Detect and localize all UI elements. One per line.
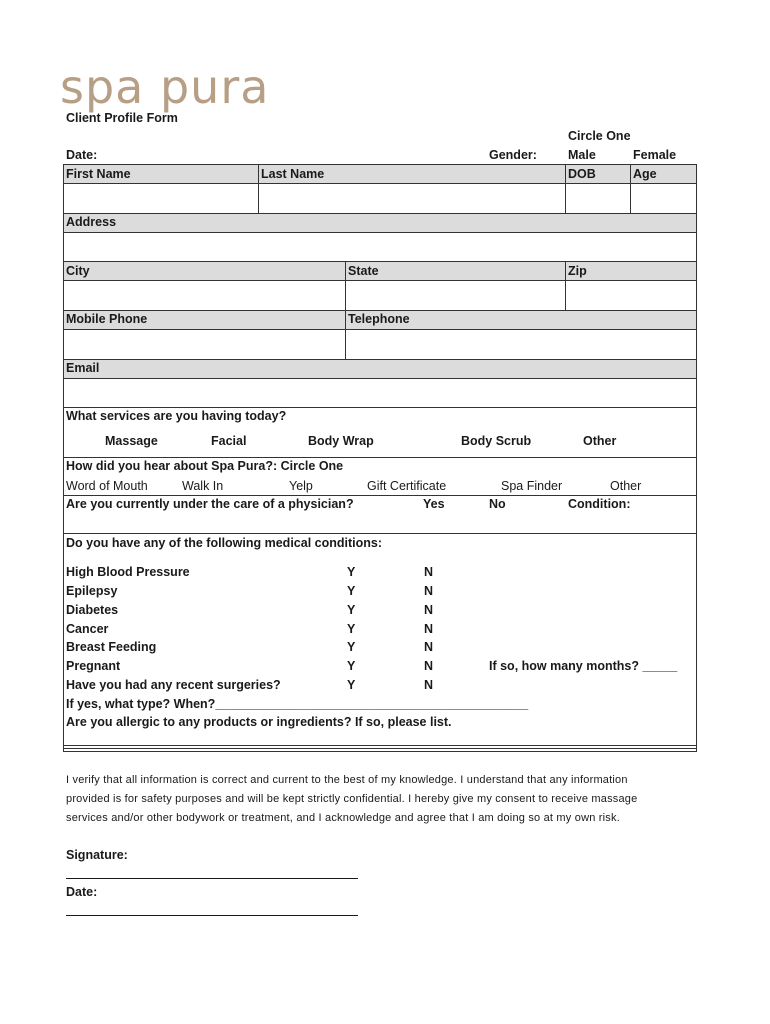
signature-label: Signature: bbox=[66, 848, 128, 862]
condition-no[interactable]: N bbox=[424, 584, 434, 598]
address-label: Address bbox=[66, 215, 117, 229]
referral-spa-finder[interactable]: Spa Finder bbox=[501, 479, 563, 493]
surgery-detail[interactable]: If yes, what type? When?_____________________________________________ bbox=[66, 697, 529, 711]
medical-question: Do you have any of the following medical conditions: bbox=[66, 536, 382, 550]
condition-epilepsy: Epilepsy bbox=[66, 584, 118, 598]
service-massage[interactable]: Massage bbox=[105, 434, 158, 448]
consent-line-3: services and/or other bodywork or treatment, and I acknowledge and agree that I am doing so at my own risk. bbox=[66, 812, 620, 824]
referral-other[interactable]: Other bbox=[610, 479, 642, 493]
telephone-label: Telephone bbox=[348, 312, 410, 326]
service-body-scrub[interactable]: Body Scrub bbox=[461, 434, 532, 448]
service-body-wrap[interactable]: Body Wrap bbox=[308, 434, 374, 448]
condition-pregnant: Pregnant bbox=[66, 659, 121, 673]
signature-line[interactable] bbox=[66, 878, 358, 879]
physician-no[interactable]: No bbox=[489, 497, 506, 511]
condition-yes[interactable]: Y bbox=[347, 678, 356, 692]
form-title: Client Profile Form bbox=[66, 111, 178, 125]
condition-no[interactable]: N bbox=[424, 603, 434, 617]
referral-walk-in[interactable]: Walk In bbox=[182, 479, 224, 493]
condition-recent-surgeries: Have you had any recent surgeries? bbox=[66, 678, 281, 692]
age-label: Age bbox=[633, 167, 657, 181]
condition-no[interactable]: N bbox=[424, 565, 434, 579]
condition-no[interactable]: N bbox=[424, 622, 434, 636]
email-field[interactable] bbox=[64, 379, 696, 406]
circle-one-label: Circle One bbox=[568, 129, 631, 143]
condition-diabetes: Diabetes bbox=[66, 603, 119, 617]
logo-text: spa pur bbox=[60, 60, 241, 114]
zip-label: Zip bbox=[568, 264, 587, 278]
telephone-field[interactable] bbox=[346, 330, 696, 358]
last-name-label: Last Name bbox=[261, 167, 325, 181]
address-field[interactable] bbox=[64, 233, 696, 260]
city-field[interactable] bbox=[64, 281, 345, 309]
referral-yelp[interactable]: Yelp bbox=[289, 479, 313, 493]
age-field[interactable] bbox=[631, 184, 696, 212]
zip-field[interactable] bbox=[566, 281, 696, 309]
spa-pura-logo bbox=[60, 60, 269, 114]
condition-cancer: Cancer bbox=[66, 622, 109, 636]
services-question: What services are you having today? bbox=[66, 409, 287, 423]
condition-high-blood-pressure: High Blood Pressure bbox=[66, 565, 190, 579]
email-label: Email bbox=[66, 361, 100, 375]
service-other[interactable]: Other bbox=[583, 434, 617, 448]
male-option[interactable]: Male bbox=[568, 148, 596, 162]
referral-gift-certificate[interactable]: Gift Certificate bbox=[367, 479, 447, 493]
email-label-row bbox=[64, 360, 696, 378]
condition-yes[interactable]: Y bbox=[347, 603, 356, 617]
last-name-field[interactable] bbox=[259, 184, 565, 212]
logo-accent: a bbox=[240, 60, 270, 114]
mobile-phone-label: Mobile Phone bbox=[66, 312, 148, 326]
state-label: State bbox=[348, 264, 379, 278]
dob-label: DOB bbox=[568, 167, 596, 181]
signature-date-label: Date: bbox=[66, 885, 98, 899]
consent-line-1: I verify that all information is correct and current to the best of my knowledge. I understand that any information bbox=[66, 774, 628, 786]
condition-breast-feeding: Breast Feeding bbox=[66, 640, 157, 654]
referral-word-of-mouth[interactable]: Word of Mouth bbox=[66, 479, 148, 493]
physician-question: Are you currently under the care of a physician? bbox=[66, 497, 354, 511]
condition-no[interactable]: N bbox=[424, 640, 434, 654]
first-name-field[interactable] bbox=[64, 184, 258, 212]
condition-yes[interactable]: Y bbox=[347, 622, 356, 636]
referral-question: How did you hear about Spa Pura?: Circle One bbox=[66, 459, 344, 473]
condition-yes[interactable]: Y bbox=[347, 584, 356, 598]
date-label: Date: bbox=[66, 148, 98, 162]
signature-date-line[interactable] bbox=[66, 915, 358, 916]
city-label-row bbox=[64, 262, 696, 280]
city-label: City bbox=[66, 264, 90, 278]
condition-no[interactable]: N bbox=[424, 678, 434, 692]
condition-yes[interactable]: Y bbox=[347, 640, 356, 654]
condition-no[interactable]: N bbox=[424, 659, 434, 673]
state-field[interactable] bbox=[346, 281, 565, 309]
pregnant-months[interactable]: If so, how many months? _____ bbox=[489, 659, 678, 673]
first-name-label: First Name bbox=[66, 167, 131, 181]
condition-yes[interactable]: Y bbox=[347, 659, 356, 673]
consent-line-2: provided is for safety purposes and will be kept strictly confidential. I hereby give my consent to receive massage bbox=[66, 793, 638, 805]
gender-label: Gender: bbox=[489, 148, 537, 162]
physician-yes[interactable]: Yes bbox=[423, 497, 445, 511]
mobile-phone-field[interactable] bbox=[64, 330, 345, 358]
name-label-row bbox=[64, 165, 696, 183]
dob-field[interactable] bbox=[566, 184, 630, 212]
female-option[interactable]: Female bbox=[633, 148, 677, 162]
condition-label: Condition: bbox=[568, 497, 631, 511]
allergy-question[interactable]: Are you allergic to any products or ingredients? If so, please list. bbox=[66, 715, 452, 729]
address-label-row bbox=[64, 214, 696, 232]
service-facial[interactable]: Facial bbox=[211, 434, 247, 448]
condition-yes[interactable]: Y bbox=[347, 565, 356, 579]
table-bottom-rule bbox=[63, 745, 697, 749]
